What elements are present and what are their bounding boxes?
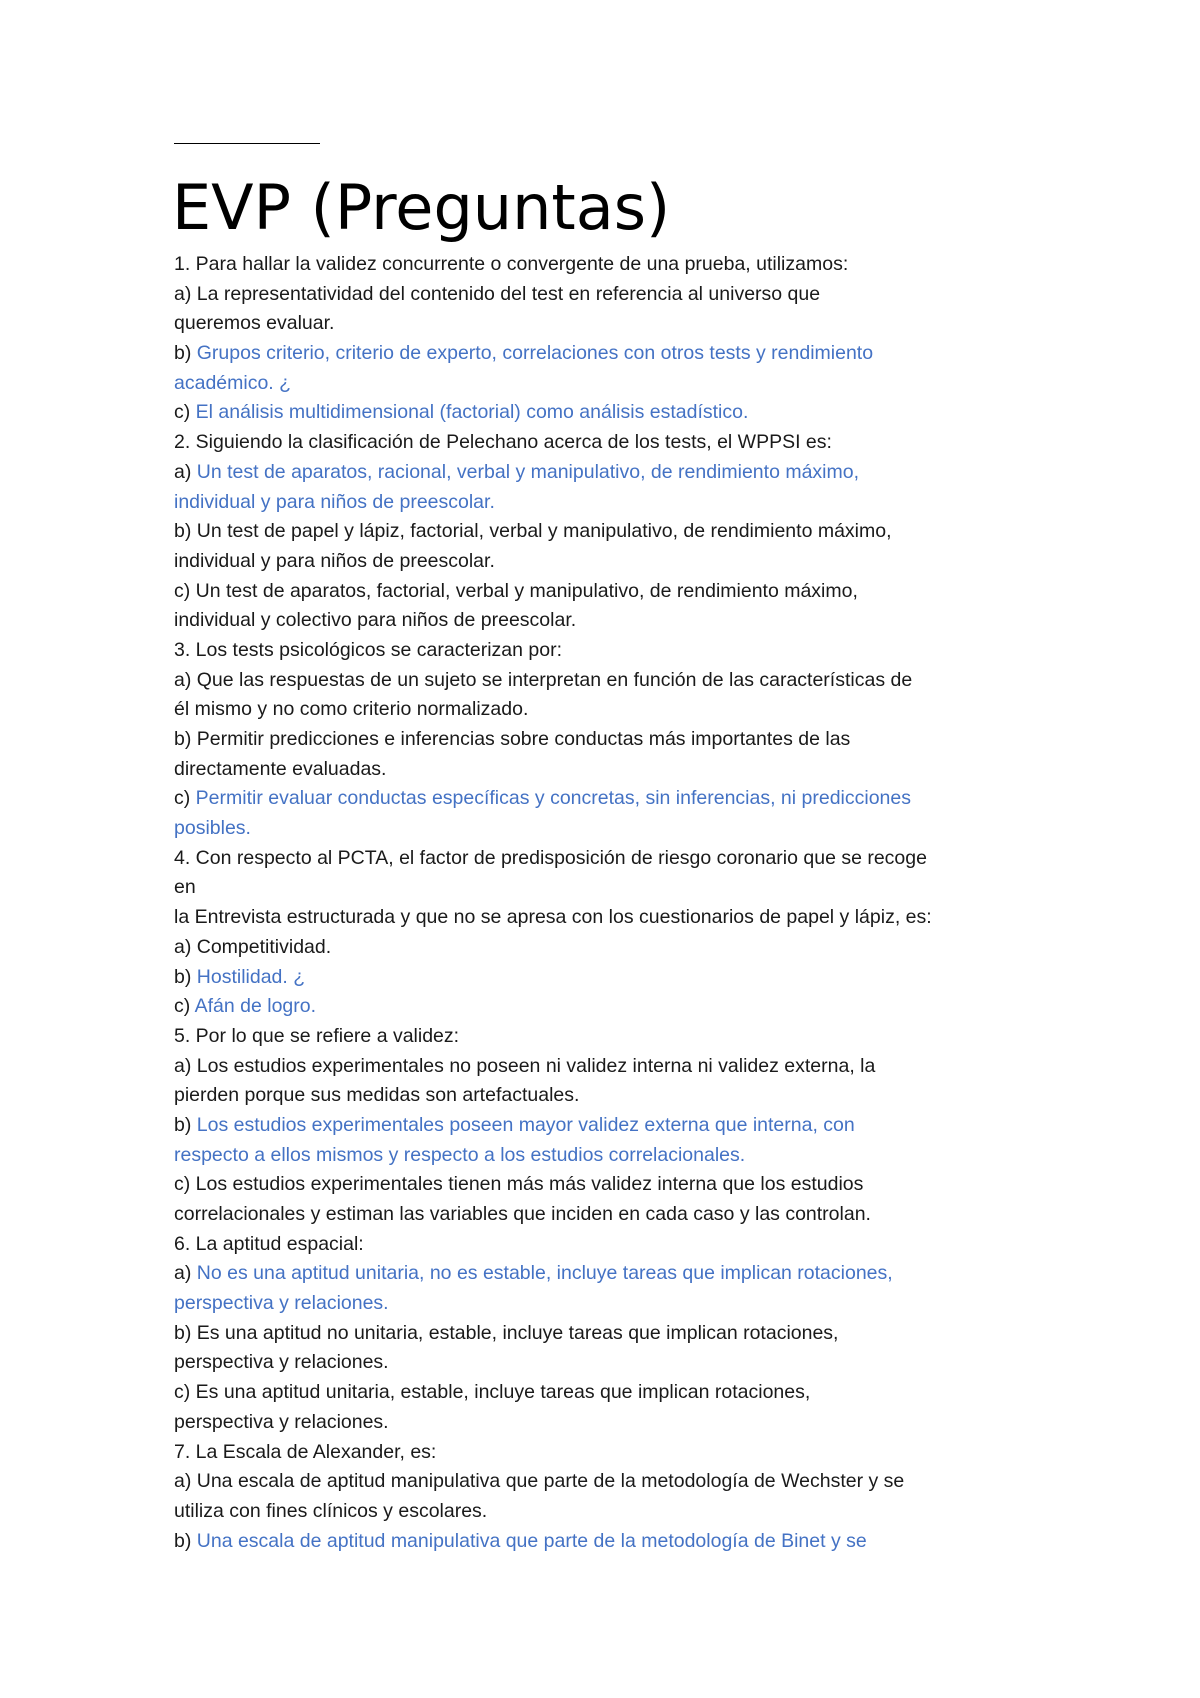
option-label: a) [174,460,197,483]
text-line [174,280,1074,310]
text-line [174,398,1074,428]
text-line [174,1141,1074,1171]
line-text: queremos evaluar. [174,312,335,335]
line-text: 3. Los tests psicológicos se caracterizan por: [174,638,563,661]
line-text: él mismo y no como criterio normalizado. [174,698,529,721]
line-text: individual y para niños de preescolar. [174,549,495,572]
line-text: b) Un test de papel y lápiz, factorial, verbal y manipulativo, de rendimiento máximo, [174,520,892,543]
highlighted-answer-text: Hostilidad. ¿ [196,965,306,988]
text-line [174,1259,1074,1289]
line-text: 4. Con respecto al PCTA, el factor de predisposición de riesgo coronario que se recoge [174,846,927,869]
highlighted-answer-text: Los estudios experimentales poseen mayor validez externa que interna, con [196,1113,855,1136]
text-line [174,517,1074,547]
text-line [174,547,1074,577]
line-text: c) Un test de aparatos, factorial, verbal y manipulativo, de rendimiento máximo, [174,579,858,602]
option-label: c) [174,995,195,1018]
line-text: a) La representatividad del contenido del test en referencia al universo que [174,282,821,305]
line-text: a) Los estudios experimentales no poseen ni validez interna ni validez externa, la [174,1054,876,1077]
text-line [174,1022,1074,1052]
text-line [174,933,1074,963]
highlighted-answer-text: No es una aptitud unitaria, no es estable, incluye tareas que implican rotaciones, [196,1262,893,1285]
text-line [174,1348,1074,1378]
highlighted-answer-text: Permitir evaluar conductas específicas y concretas, sin inferencias, ni predicciones [195,787,912,810]
line-text: 1. Para hallar la validez concurrente o convergente de una prueba, utilizamos: [174,253,849,275]
document-title: EVP (Preguntas) [172,171,671,244]
line-text: correlacionales y estiman las variables que inciden en cada caso y las controlan. [174,1203,871,1225]
line-text: c) Los estudios experimentales tienen más más validez interna que los estudios [174,1173,864,1196]
text-line [174,428,1074,458]
text-line [174,1081,1074,1111]
text-line [174,1052,1074,1082]
text-line [174,1408,1074,1438]
text-line [174,1289,1074,1319]
option-label: a) [174,1262,197,1285]
highlighted-answer-text: Un test de aparatos, racional, verbal y manipulativo, de rendimiento máximo, [196,460,860,483]
highlighted-answer-text: académico. ¿ [174,371,292,394]
text-line [174,1438,1074,1468]
option-label: b) [174,1113,197,1136]
text-line [174,1111,1074,1141]
line-text: utiliza con fines clínicos y escolares. [174,1499,488,1522]
question-list [174,250,1074,1556]
option-label: c) [174,787,196,810]
line-text: b) Es una aptitud no unitaria, estable, incluye tareas que implican rotaciones, [174,1321,839,1344]
highlighted-answer-text: posibles. [174,817,251,840]
line-text: individual y colectivo para niños de preescolar. [174,609,577,632]
text-line [174,606,1074,636]
text-line [174,784,1074,814]
line-text: la Entrevista estructurada y que no se apresa con los cuestionarios de papel y lápiz, es: [174,906,932,929]
text-line [174,1527,1074,1557]
text-line [174,1467,1074,1497]
text-line [174,458,1074,488]
line-text: c) Es una aptitud unitaria, estable, incluye tareas que implican rotaciones, [174,1381,811,1404]
text-line [174,814,1074,844]
text-line [174,1378,1074,1408]
text-line [174,1497,1074,1527]
text-line [174,755,1074,785]
highlighted-answer-text: Una escala de aptitud manipulativa que parte de la metodología de Binet y se [196,1529,867,1552]
highlighted-answer-text: Grupos criterio, criterio de experto, correlaciones con otros tests y rendimiento [196,342,874,365]
text-line [174,695,1074,725]
line-text: a) Que las respuestas de un sujeto se interpretan en función de las características de [174,668,913,691]
highlighted-answer-text: respecto a ellos mismos y respecto a los estudios correlacionales. [174,1143,746,1166]
header-rule [174,143,320,144]
text-line [174,1170,1074,1200]
highlighted-answer-text: El análisis multidimensional (factorial) como análisis estadístico. [195,401,749,424]
text-line [174,577,1074,607]
text-line [174,963,1074,993]
line-text: b) Permitir predicciones e inferencias sobre conductas más importantes de las [174,728,851,750]
text-line [174,636,1074,666]
option-label: b) [174,1529,197,1552]
text-line [174,1319,1074,1349]
option-label: c) [174,401,196,424]
line-text: 6. La aptitud espacial: [174,1232,364,1255]
line-text: 5. Por lo que se refiere a validez: [174,1024,460,1047]
text-line [174,339,1074,369]
line-text: perspectiva y relaciones. [174,1410,389,1433]
text-line [174,725,1074,755]
highlighted-answer-text: perspectiva y relaciones. [174,1292,389,1315]
highlighted-answer-text: Afán de logro. [194,995,317,1018]
text-line [174,309,1074,339]
text-line [174,1230,1074,1260]
text-line [174,369,1074,399]
option-label: b) [174,342,197,365]
text-line [174,666,1074,696]
line-text: 2. Siguiendo la clasificación de Pelechano acerca de los tests, el WPPSI es: [174,431,832,454]
highlighted-answer-text: individual y para niños de preescolar. [174,490,495,513]
line-text: en [174,876,196,899]
option-label: b) [174,965,197,988]
line-text: pierden porque sus medidas son artefactuales. [174,1084,580,1107]
text-line [174,903,1074,933]
text-line [174,992,1074,1022]
text-line [174,1200,1074,1230]
text-line [174,844,1074,874]
line-text: 7. La Escala de Alexander, es: [174,1440,437,1463]
text-line [174,250,1074,280]
line-text: a) Una escala de aptitud manipulativa que parte de la metodología de Wechster y se [174,1470,905,1493]
text-line [174,873,1074,903]
line-text: perspectiva y relaciones. [174,1351,389,1374]
line-text: directamente evaluadas. [174,757,387,780]
line-text: a) Competitividad. [174,935,332,958]
text-line [174,488,1074,518]
